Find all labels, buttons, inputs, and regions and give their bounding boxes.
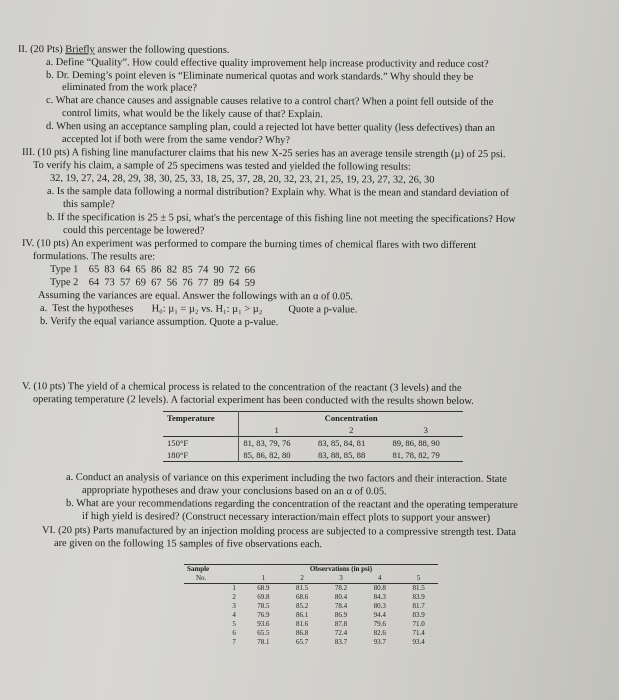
yield-cell: 89, 86, 88, 90 (392, 438, 440, 448)
obs-col: 4 (378, 574, 382, 582)
yield-cell: 83, 85, 84, 81 (317, 438, 366, 448)
q6-line2: are given on the following 15 samples of five observations each. (53, 538, 323, 551)
q2-c-line1: c. What are chance causes and assignable causes relative to a control chart? When a point fell outside of the (45, 95, 494, 108)
yield-cell: 83, 88, 85, 88 (317, 450, 366, 460)
q5-a-line1: a. Conduct an analysis of variance on this experiment including the two factors and their interaction. State (65, 472, 507, 485)
q3-line2: To verify his claim, a sample of 25 specimens was tested and yielded the following results: (32, 160, 411, 173)
table-row: 5 93.6 81.6 87.8 79.6 71.0 (232, 620, 425, 628)
q3-data: 32, 19, 27, 24, 28, 29, 38, 30, 25, 33, 18, 25, 37, 28, 20, 32, 23, 21, 25, 19, 23, 27, 32, 26, 30 (49, 173, 435, 186)
q2-a: a. Define “Quality”. How could effective quality improvement help increase productivity and reduce cost? (45, 57, 489, 70)
observations-header: Observations (in psi) (309, 565, 373, 573)
q4-type2: Type 2 64 73 57 69 67 56 76 77 89 64 59 (49, 277, 256, 289)
q2-d-line2: accepted lot if both were from the same vendor? Why? (61, 134, 291, 146)
table-row: 6 65.5 86.8 72.4 82.6 71.4 (232, 629, 425, 637)
q3-a-line1: a. Is the sample data following a normal distribution? Explain why. What is the mean and standard deviation of (46, 186, 509, 200)
q4-type1: Type 1 65 83 64 65 86 82 85 74 90 72 66 (49, 264, 256, 276)
temp-cell: 180°F (163, 449, 239, 462)
q3-line1: III. (10 pts) A fishing line manufacturer claims that his new X-25 series has an average tensile strength (µ) of 25 psi. (21, 147, 506, 161)
q5-a-line2: appropriate hypotheses and draw your conclusions based on an α of 0.05. (81, 485, 387, 498)
q5-b-line1: b. What are your recommendations regarding the concentration of the reactant and the operating temperature (65, 498, 518, 511)
table-row: 1 68.9 81.5 78.2 80.8 81.5 (232, 584, 425, 592)
q3-b-line1: b. If the specification is 25 ± 5 psi, what's the percentage of this fishing line not meeting the specifications? How (46, 212, 516, 226)
q6-line1: VI. (20 pts) Parts manufactured by an injection molding process are subjected to a compressive strength test. Data (41, 525, 517, 539)
q3-a-line2: this sample? (62, 199, 115, 211)
q5-b-line2: if high yield is desired? (Construct necessary interaction/main effect plots to support your answer) (81, 511, 491, 524)
obs-col: 3 (339, 574, 343, 582)
q5-line2: operating temperature (2 levels). A factorial experiment has been conducted with the results shown below. (32, 394, 474, 407)
q4-line1: IV. (10 pts) An experiment was performed to compare the burning times of chemical flares with two different (21, 238, 477, 251)
q2-d-line1: d. When using an acceptance sampling plan, could a rejected lot have better quality (less defectives) than an (45, 121, 496, 134)
q4-a: a. Test the hypotheses H₀: µ₁ = µ₂ vs. H₁: µ₁ > µ₂ Quote a p-value. (39, 303, 358, 316)
level-1: 1 (274, 425, 279, 435)
table-row (163, 449, 463, 462)
yield-cell: 81, 83, 79, 76 (243, 438, 291, 448)
obs-col: 5 (416, 574, 421, 582)
q4-b: b. Verify the equal variance assumption. Quote a p-value. (39, 316, 279, 329)
q2-c-line2: control limits, what would be the likely cause of that? Explain. (61, 108, 323, 121)
q4-assumption: Assuming the variances are equal. Answer the followings with an α of 0.05. (37, 290, 354, 303)
no-label: No. (196, 574, 207, 582)
yield-table (163, 411, 463, 462)
q3-b-line2: could this percentage be lowered? (62, 225, 205, 237)
q2-b-line1: b. Dr. Deming’s point eleven is “Eliminate numerical quotas and work standards.” Why should they be (45, 70, 474, 83)
q5-line1: V. (10 pts) The yield of a chemical process is related to the concentration of the reactant (3 levels) and the (21, 381, 462, 394)
table-row: 2 69.8 68.6 80.4 84.3 83.9 (232, 593, 425, 601)
table-row: 3 78.5 85.2 78.4 80.3 81.7 (232, 602, 425, 610)
table-row (163, 437, 463, 450)
concentration-header: Concentration (324, 413, 378, 423)
compressive-strength-table (184, 564, 438, 647)
level-3: 3 (423, 425, 428, 435)
obs-col: 1 (261, 574, 266, 582)
q4-line2: formulations. The results are: (32, 251, 156, 263)
yield-cell: 85, 86, 82, 80 (243, 450, 291, 460)
table-row: 4 76.9 86.1 86.9 94.4 83.9 (232, 611, 425, 619)
temperature-header: Temperature (163, 412, 239, 425)
yield-cell: 81, 78, 82, 79 (392, 450, 440, 460)
sample-label: Sample (187, 565, 210, 573)
q2-b-line2: eliminated from the work place? (61, 82, 198, 94)
obs-col: 2 (300, 574, 304, 582)
temp-cell: 150°F (163, 437, 239, 450)
level-2: 2 (349, 425, 354, 435)
table-row: 7 78.1 65.7 83.7 93.7 93.4 (232, 638, 425, 646)
q2-heading: II. (20 Pts) Briefly answer the following questions. (17, 44, 230, 56)
